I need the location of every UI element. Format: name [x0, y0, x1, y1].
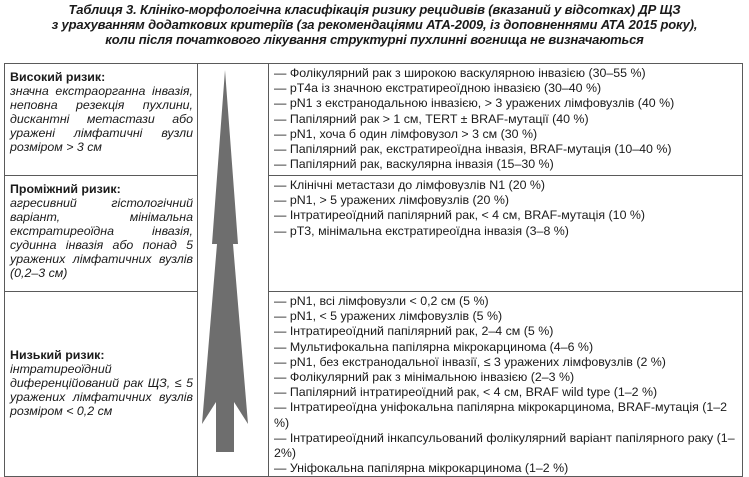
- list-item: — Уніфокальна папілярна мікрокарцинома (1–2 %): [274, 461, 569, 476]
- list-item: — pN1, хоча б один лімфовузол > 3 см (30 %): [274, 126, 538, 141]
- list-item: — pN1, < 5 уражених лімфовузлів (5 %): [274, 309, 503, 324]
- table-row-intermediate: [5, 176, 743, 292]
- list-item: — Фолікулярний рак з широкою васкулярною інвазією (30–55 %): [274, 66, 646, 80]
- list-item: — Інтратиреоїдний папілярний рак, 2–4 см (5 %): [274, 324, 554, 339]
- list-item: — Інтратиреоїдний інкапсульований фолікулярний варіант папілярного раку (1–2%): [274, 430, 735, 461]
- level-title: Високий ризик:: [10, 70, 106, 84]
- level-description: інтратиреоїдний диференційований рак ЩЗ, ≤ 5 уражених лімфатичних вузлів розміром < 0,2 см: [10, 362, 193, 419]
- list-item: — pT4a із значною екстратиреоїдною інвазією (30–40 %): [274, 81, 602, 96]
- risk-arrow-icon: [190, 64, 260, 456]
- table-row-low: [5, 292, 743, 477]
- items-cell-intermediate: [269, 176, 743, 292]
- list-item: — pN1, > 5 уражених лімфовузлів (20 %): [274, 193, 510, 208]
- list-item: — Папілярний рак, васкулярна інвазія (15–30 %): [274, 157, 554, 172]
- list-item: — pN1, всі лімфовузли < 0,2 см (5 %): [274, 294, 489, 308]
- list-item: — Інтратиреоїдний папілярний рак, < 4 см, BRAF-мутація (10 %): [274, 208, 646, 223]
- list-item: — Папілярний рак, екстратиреоїдна інвазія, BRAF-мутація (10–40 %): [274, 142, 672, 157]
- risk-table: [4, 63, 743, 477]
- level-cell-low: [5, 292, 198, 477]
- list-item: — pN1, без екстранодальної інвазії, ≤ 3 уражених лімфовузлів (2 %): [274, 354, 666, 369]
- list-item: — Фолікулярний рак з мінімальною інвазією (2–3 %): [274, 370, 575, 385]
- list-item: — Клінічні метастази до лімфовузлів N1 (20 %): [274, 178, 546, 192]
- table-caption: [4, 2, 745, 47]
- level-title: Проміжний ризик:: [10, 182, 121, 196]
- caption-line-3: коли після початкового лікування структурні пухлинні вогнища не визначаються: [105, 32, 644, 47]
- level-title: Низький ризик:: [10, 348, 105, 363]
- list-item: — pT3, мінімальна екстратиреоїдна інвазія (3–8 %): [274, 223, 569, 238]
- list-item: — Мультифокальна папілярна мікрокарцинома (4–6 %): [274, 339, 594, 354]
- items-cell-low: [269, 292, 743, 477]
- level-description: агресивний гістологічний варіант, мінімальна екстратиреоїдна інвазія, судинна інвазія або понад 5 уражених лімфатичних вузлів (0,2–3 см): [10, 196, 193, 280]
- level-description: значна екстраорганна інвазія, неповна резекція пухлини, дискантні метастази або уражені лімфатичні вузли розміром > 3 см: [10, 84, 193, 154]
- list-item: — Папілярний інтратиреоїдний рак, < 4 см, BRAF wild type (1–2 %): [274, 385, 658, 400]
- caption-line-1: Таблиця 3. Клініко-морфологічна класифікація ризику рецидивів (вказаний у відсотках) ДР ЩЗ: [68, 2, 681, 17]
- list-item: — pN1 з екстранодальною інвазією, > 3 уражених лімфовузлів (40 %): [274, 96, 675, 111]
- table-row-high: [5, 64, 743, 176]
- items-cell-high: [269, 64, 743, 176]
- level-cell-high: [5, 64, 198, 176]
- list-item: — Папілярний рак > 1 см, TERT ± BRAF-мутації (40 %): [274, 111, 589, 126]
- caption-line-2: з урахуванням додаткових критеріїв (за рекомендаціями АТА-2009, із доповненнями АТА 2015 року),: [51, 17, 698, 32]
- level-cell-intermediate: [5, 176, 198, 292]
- list-item: — Інтратиреоїдна уніфокальна папілярна мікрокарцинома, BRAF-мутація (1–2 %): [274, 400, 728, 430]
- arrow-shape: [202, 70, 248, 452]
